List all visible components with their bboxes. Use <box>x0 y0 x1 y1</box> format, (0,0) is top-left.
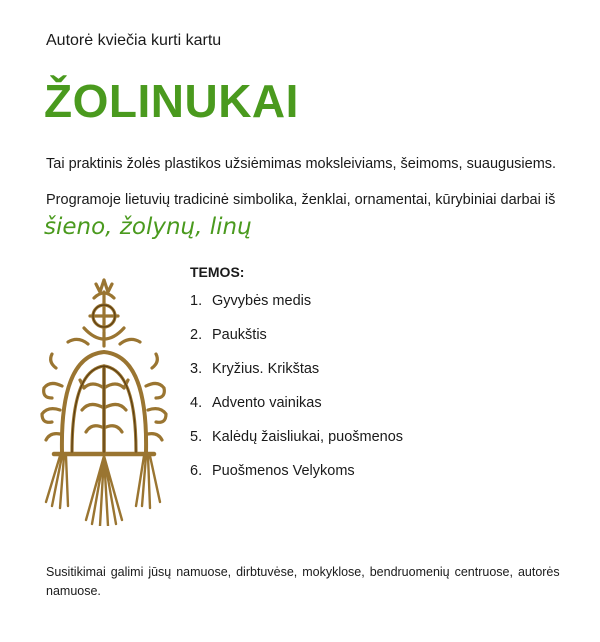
list-item <box>190 327 403 361</box>
footer-note: Susitikimai galimi jūsų namuose, dirbtuvėse, mokyklose, bendruomenių centruose, autorės namuose. <box>46 565 560 598</box>
list-item-number: 5. <box>190 429 203 445</box>
list-item <box>190 463 403 497</box>
page-title: ŽOLINUKAI <box>44 75 299 127</box>
list-item-label: Gyvybės medis <box>212 293 312 309</box>
intro-text: Autorė kviečia kurti kartu <box>46 32 222 49</box>
list-item-number: 3. <box>190 361 203 377</box>
list-item-number: 1. <box>190 293 203 309</box>
list-item-label: Kalėdų žaisliukai, puošmenos <box>212 429 404 445</box>
straw-tree-of-life-ornament <box>38 276 180 526</box>
list-item <box>190 293 403 327</box>
list-item-label: Puošmenos Velykoms <box>212 463 355 479</box>
description-line-1: Tai praktinis žolės plastikos užsiėmimas moksleiviams, šeimoms, suaugusiems. <box>46 156 557 172</box>
list-item-label: Advento vainikas <box>212 395 322 411</box>
topics-heading: TEMOS: <box>190 264 245 280</box>
list-item-number: 4. <box>190 395 203 411</box>
list-item-number: 6. <box>190 463 203 479</box>
topics-list <box>190 293 403 497</box>
list-item-label: Kryžius. Krikštas <box>212 361 320 377</box>
list-item <box>190 429 403 463</box>
description-line-2: Programoje lietuvių tradicinė simbolika, ženklai, ornamentai, kūrybiniai darbai iš <box>46 192 556 208</box>
list-item <box>190 361 403 395</box>
list-item-number: 2. <box>190 327 203 343</box>
materials-text: šieno, žolynų, linų <box>44 214 252 240</box>
list-item-label: Paukštis <box>212 327 267 343</box>
list-item <box>190 395 403 429</box>
